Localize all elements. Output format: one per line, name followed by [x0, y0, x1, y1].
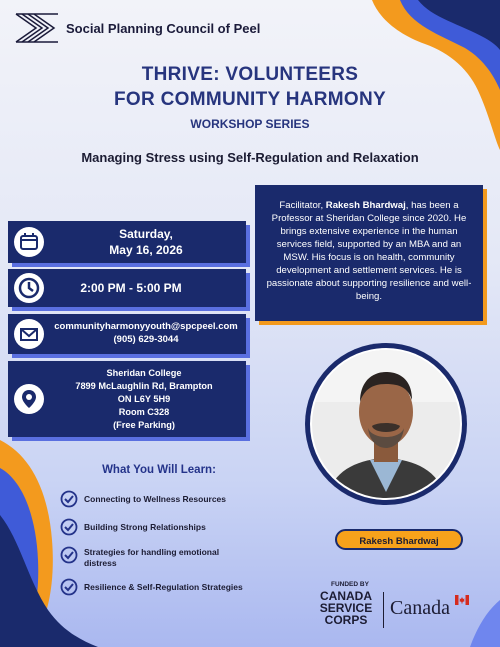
learn-item: Building Strong Relationships: [84, 522, 206, 532]
contact-phone[interactable]: (905) 629-3044: [113, 334, 179, 345]
bio-intro: Facilitator,: [279, 200, 326, 211]
corps-line-3: CORPS: [324, 613, 368, 627]
canada-wordmark-text: Canada: [390, 597, 450, 619]
logo-divider: [383, 592, 384, 628]
title-line-2: FOR COMMUNITY HARMONY: [114, 89, 386, 110]
check-circle-icon: [60, 578, 78, 596]
workshop-series-label: WORKSHOP SERIES: [190, 117, 310, 131]
time-box: [8, 269, 246, 307]
check-circle-icon: [60, 546, 78, 564]
title-line-1: THRIVE: VOLUNTEERS: [141, 64, 359, 85]
facilitator-name-tag: Rakesh Bhardwaj: [335, 529, 463, 550]
org-header: [14, 12, 260, 44]
contact-box: [8, 314, 246, 354]
learn-heading: What You Will Learn:: [102, 464, 216, 476]
funded-by-label: FUNDED BY: [331, 581, 369, 588]
location-line-3: ON L6Y 5H9: [117, 394, 171, 404]
bio-text: , has been a Professor at Sheridan College since 2020. He brings extensive experience in the human services field, supported by an MBA and an MSW. His focus is on health, community development and settlement services. He is passionate about supporting resilience and well-being.: [266, 200, 472, 302]
event-date: May 16, 2026: [109, 243, 183, 257]
canada-service-corps-logo: [310, 590, 382, 626]
event-time: 2:00 PM - 5:00 PM: [80, 281, 182, 295]
check-circle-icon: [60, 490, 78, 508]
canada-flag-icon: [455, 595, 469, 605]
location-line-2: 7899 McLaughlin Rd, Brampton: [75, 381, 213, 391]
clock-icon: [14, 273, 44, 303]
location-line-4: Room C328: [118, 407, 170, 417]
location-pin-icon: [14, 384, 44, 414]
learn-item: Connecting to Wellness Resources: [84, 494, 227, 504]
spc-peel-logo-icon: [14, 12, 60, 44]
bio-name: Rakesh Bhardwaj: [325, 200, 406, 211]
workshop-subtitle: Managing Stress using Self-Regulation and Relaxation: [81, 150, 419, 165]
date-box: [8, 221, 246, 263]
learn-item: Resilience & Self-Regulation Strategies: [84, 582, 243, 592]
facilitator-photo: [304, 342, 468, 506]
calendar-icon: [14, 227, 44, 257]
email-icon: [14, 319, 44, 349]
location-line-5: (Free Parking): [113, 420, 175, 430]
event-date-weekday: Saturday,: [119, 227, 173, 241]
contact-email[interactable]: communityharmonyyouth@spcpeel.com: [54, 321, 238, 332]
canada-wordmark: [390, 597, 450, 620]
org-name: Social Planning Council of Peel: [66, 20, 261, 36]
learn-item: Strategies for handling emotional distress: [84, 547, 220, 568]
check-circle-icon: [60, 518, 78, 536]
corps-line-1: CANADA: [320, 589, 372, 603]
location-box: [8, 361, 246, 437]
corps-line-2: SERVICE: [319, 601, 373, 615]
location-line-1: Sheridan College: [106, 368, 182, 378]
facilitator-bio: [255, 185, 483, 321]
